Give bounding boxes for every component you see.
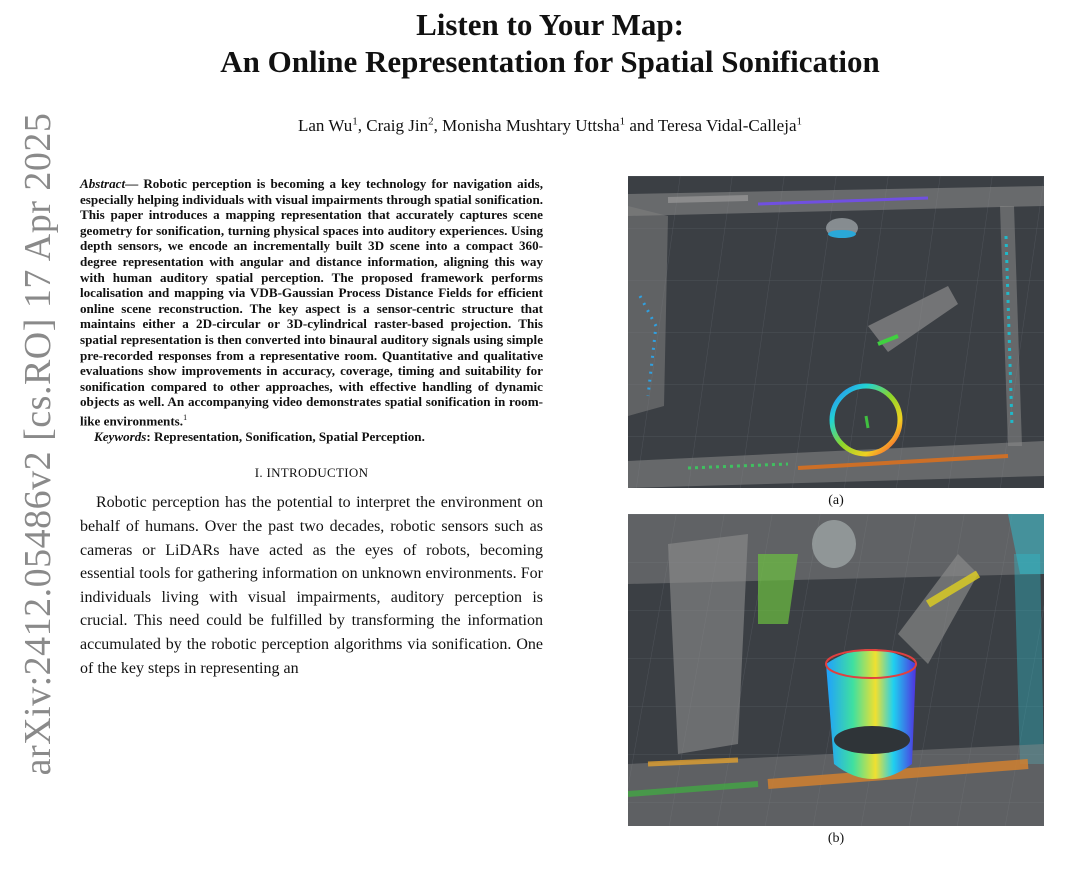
author: Monisha Mushtary Uttsha$^1$ and <box>442 115 658 135</box>
paper-title <box>120 6 980 80</box>
abstract-label: Abstract <box>80 176 126 191</box>
title-line-2: An Online Representation for Spatial Sonification <box>220 44 880 79</box>
left-column <box>80 176 543 680</box>
abstract: Abstract— Robotic perception is becoming a key technology for navigation aids, especially helping individuals with visual impairments through spatial sonification. This paper introduces a mapping representation that accurately captures scene geometry for sonification, turning physical spaces into auditory experiences. Using depth sensors, we encode an incrementally built 3D scene into a compact 360-degree representation with angular and distance information, aligning this way with human auditory spatial perception. The proposed framework performs localisation and mapping via VDB-Gaussian Process Distance Fields for efficient online scene reconstruction. The key aspect is a sensor-centric structure that maintains either a 2D-circular or 3D-cylindrical raster-based projection. This spatial representation is then converted into binaural auditory signals using simple pre-recorded responses from a representative room. Quantitative and qualitative evaluations show improvements in accuracy, coverage, timing and suitability for sonification compared to other approaches, with effective handling of dynamic objects as well. An accompanying video demonstrates spatial sonification in room-like environments.$^1$ <box>80 176 543 429</box>
abstract-text: Robotic perception is becoming a key technology for navigation aids, especially helping individuals with visual impairments through spatial sonification. This paper introduces a mapping representation that accurately captures scene geometry for sonification, turning physical spaces into auditory experiences. Using depth sensors, we encode an incrementally built 3D scene into a compact 360-degree representation with angular and distance information, aligning this way with human auditory spatial perception. The proposed framework performs localisation and mapping via VDB-Gaussian Process Distance Fields for efficient online scene reconstruction. The key aspect is a sensor-centric structure that maintains either a 2D-circular or 3D-cylindrical raster-based projection. This spatial representation is then converted into binaural auditory signals using simple pre-recorded responses from a representative room. Quantitative and qualitative evaluations show improvements in accuracy, coverage, timing and suitability for sonification compared to other approaches, with effective handling of dynamic objects as well. An accompanying video demonstrates spatial sonification in room-like environments. <box>80 176 543 429</box>
figure-caption-a: (a) <box>828 493 844 508</box>
figure-1 <box>628 176 1044 852</box>
figure-image-a-circular-projection <box>628 176 1044 488</box>
footnote-mark: 1 <box>183 412 188 422</box>
figure-caption-b: (b) <box>827 831 845 846</box>
keywords: Keywords: Representation, Sonification, Spatial Perception. <box>94 428 425 444</box>
author: Craig Jin$^2$, <box>366 115 443 135</box>
author-list <box>120 115 980 136</box>
author: Lan Wu$^1$, <box>297 115 367 135</box>
section-heading-introduction: I. INTRODUCTION <box>254 465 369 481</box>
title-line-1: Listen to Your Map: <box>416 7 684 42</box>
introduction-paragraph: Robotic perception has the potential to interpret the environment on behalf of humans. Over the past two decades, robotic sensors such as cameras or LiDARs have acted as the eyes of robots, becoming essential tools for gathering information on unknown environments. For individuals living with visual impairments, auditory perception is crucial. This need could be fulfilled by transforming the information accumulated by the robotic perception algorithms via sonification. One of the key steps in representing an <box>80 494 543 677</box>
arxiv-identifier-stamp: arXiv:2412.05486v2 [cs.RO] 17 Apr 2025 <box>17 112 59 776</box>
author: Teresa Vidal-Calleja$^1$ <box>657 115 802 135</box>
figure-image-b-cylindrical-projection <box>628 514 1044 826</box>
